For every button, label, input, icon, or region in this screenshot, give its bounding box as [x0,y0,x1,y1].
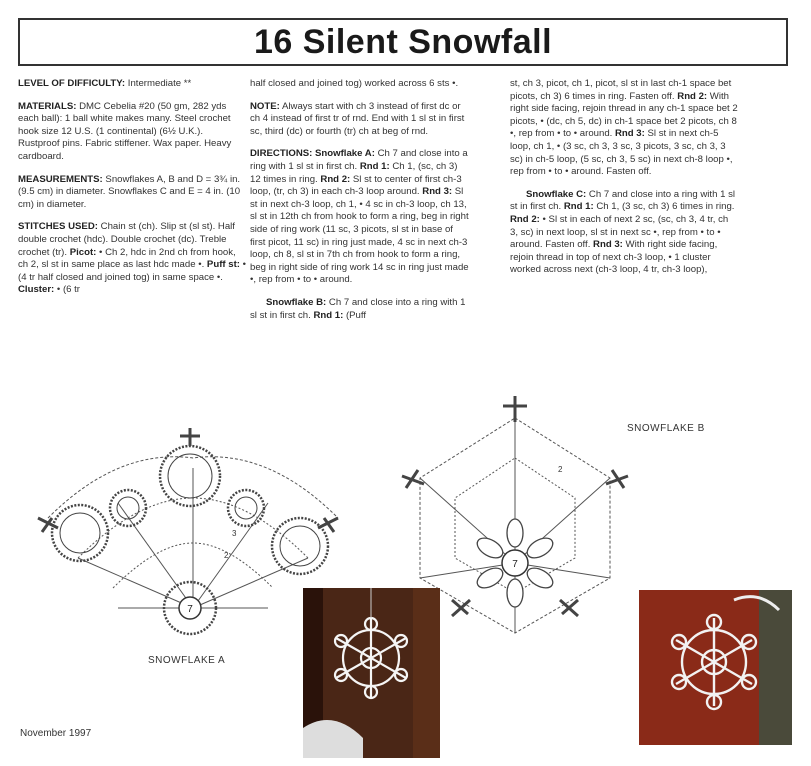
snowflake-b-rnd1-text: (Puff [343,309,367,321]
materials-label: MATERIALS: [18,100,77,112]
measurements-label: MEASUREMENTS: [18,173,103,185]
snowflake-a-label: SNOWFLAKE A [148,655,226,666]
c3-rnd2-label: Rnd 2: [674,90,708,102]
page-title: 16 Silent Snowfall [253,22,553,61]
snowflake-b-paragraph [250,297,470,322]
snowflake-photo-2-image [639,590,792,745]
snowflake-a-round-3-label: 3 [232,529,237,538]
stitches-paragraph [18,221,246,297]
picot-label: Picot: [67,246,97,258]
snowflake-c-text: Ch 7 and close into a ring with 1 sl st in first ch. [510,188,736,213]
note-text: Always start with ch 3 instead of first dc or ch 4 instead of first tr of rnd. End with 1 sl st in first sc, third (dc) or fourth (tr) ch at beg of rnd. [250,100,465,137]
footer-date: November 1997 [20,728,92,739]
snowflake-c-paragraph [510,189,738,277]
snowflake-b-label: Snowflake B: [266,296,327,308]
snowflake-b-text: Ch 7 and close into a ring with 1 sl st in first ch. [250,296,466,321]
stitches-label: STITCHES USED: [18,221,98,233]
stitches-text: Chain st (ch). Slip st (sl st). Half double crochet (hdc). Double crochet (dc). Treble crochet (tr). [18,221,235,258]
c3-rnd2-text: With right side facing, rejoin thread in any ch-1 space bet 2 picots, • (dc, ch 5, dc) in ch-1 space bet 2 picots, ch 8 •, rep from • to • around. [510,90,738,140]
snowflake-b-round-2-label: 2 [558,465,563,474]
measurements-paragraph [18,174,246,212]
snowflake-c-rnd1-label: Rnd 1: [561,201,594,213]
cluster-label: Cluster: [18,284,55,296]
column-2 [250,78,470,332]
title-box [18,18,788,66]
directions-paragraph [250,148,470,287]
snowflake-b-center-number: 7 [512,559,518,570]
difficulty-value: Intermediate ** [125,78,192,89]
materials-text: DMC Cebelia #20 (50 gm, 282 yds each ball): 1 ball white makes many. Steel crochet hook size 12 U.S. (1 continental) (6½ U.K.). Rustproof pins. Fabric stiffener. Wax paper. Heavy cardboard. [18,100,232,162]
snowflake-c-label: Snowflake C: [526,188,587,200]
note-paragraph [250,101,470,139]
snowflake-photo-1-image [303,588,440,758]
note-label: NOTE: [250,100,280,112]
c3-rnd3-label: Rnd 3: [612,128,645,140]
cluster-continued: half closed and joined tog) worked across 6 sts •. [250,78,459,89]
snowflake-c-rnd1-text: Ch 1, (3 sc, ch 3) 6 times in ring. [593,201,735,213]
rnd1-label: Rnd 1: [357,160,390,172]
snowflake-photo-2 [639,590,792,745]
puff-continued-text: st, ch 3, picot, ch 1, picot, sl st in last ch-1 space bet picots, ch 3) 6 times in ring. Fasten off. [510,78,732,102]
rnd3-label: Rnd 3: [419,186,453,198]
rnd3-text: Sl st in next ch-3 loop, ch 1, • 4 sc in ch-3 loop, ch 13, sl st in 12th ch from hook to form a ring, beg in right side of ring work (11 sc, 3 picots, sl st in base of first picot, 11 sc) in ring just made, 4 sc in next ch-3 loop, ch 8, sl st in 7th ch from hook to form a ring, beg in right side of ring work 14 sc in ring just made •, rep from • to • around. [250,186,469,286]
snowflake-b-label: SNOWFLAKE B [627,423,705,434]
snowflake-a-round-2-label: 2 [224,551,229,560]
rnd2-text: Sl st to center of first ch-3 loop, (tr, ch 3) in each ch-3 loop around. [250,173,462,198]
cluster-text: • (6 tr [54,284,80,296]
directions-label: DIRECTIONS: Snowflake A: [250,148,375,160]
snowflake-c-rnd2-label: Rnd 2: [510,213,540,225]
rnd2-label: Rnd 2: [317,173,351,185]
puff-continued-paragraph [510,78,738,179]
materials-paragraph [18,101,246,164]
snowflake-a-center-number: 7 [187,604,193,615]
snowflake-c-rnd2-text: • Sl st in each of next 2 sc, (sc, ch 3, 4 tr, ch 3, sc) in next loop, sl st in next sc •, rep from • to • around. Fasten off. [510,213,729,251]
puff-label: Puff st: [204,259,240,271]
puff-text: • (4 tr half closed and joined tog) in same space •. [18,259,247,283]
column-1 [18,78,246,307]
rnd1-text: Ch 1, (sc, ch 3) 12 times in ring. [250,160,458,185]
column-3 [510,78,738,287]
measurements-text: Snowflakes A, B and D = 3¾ in. (9.5 cm) in diameter. Snowflakes C and E = 4 in. (10 cm) in diameter. [18,173,241,210]
snowflake-c-rnd3-label: Rnd 3: [590,239,623,251]
snowflake-c-rnd3-text: With right side facing, rejoin thread in top of next ch-3 loop, • 1 cluster worked across next (ch-3 loop, 4 tr, ch-3 loop), [510,239,718,276]
snowflake-photo-1 [303,588,440,758]
difficulty-paragraph [18,78,246,91]
picot-text: • Ch 2, hdc in 2nd ch from hook, ch 2, sl st in same place as last hdc made •. [18,246,236,271]
directions-text: Ch 7 and close into a ring with 1 sl st in first ch. [250,148,468,172]
c3-rnd3-text: Sl st in next ch-5 loop, ch 1, • (3 sc, ch 3, 3 sc, 3 picots, 3 sc, ch 3, 3 sc) in ch-5 loop, (5 sc, ch 3, 5 sc) in next ch-8 loop •, rep from • to • around. Fasten off. [510,128,733,178]
snowflake-b-rnd1-label: Rnd 1: [310,309,344,321]
difficulty-label: LEVEL OF DIFFICULTY: [18,78,126,89]
